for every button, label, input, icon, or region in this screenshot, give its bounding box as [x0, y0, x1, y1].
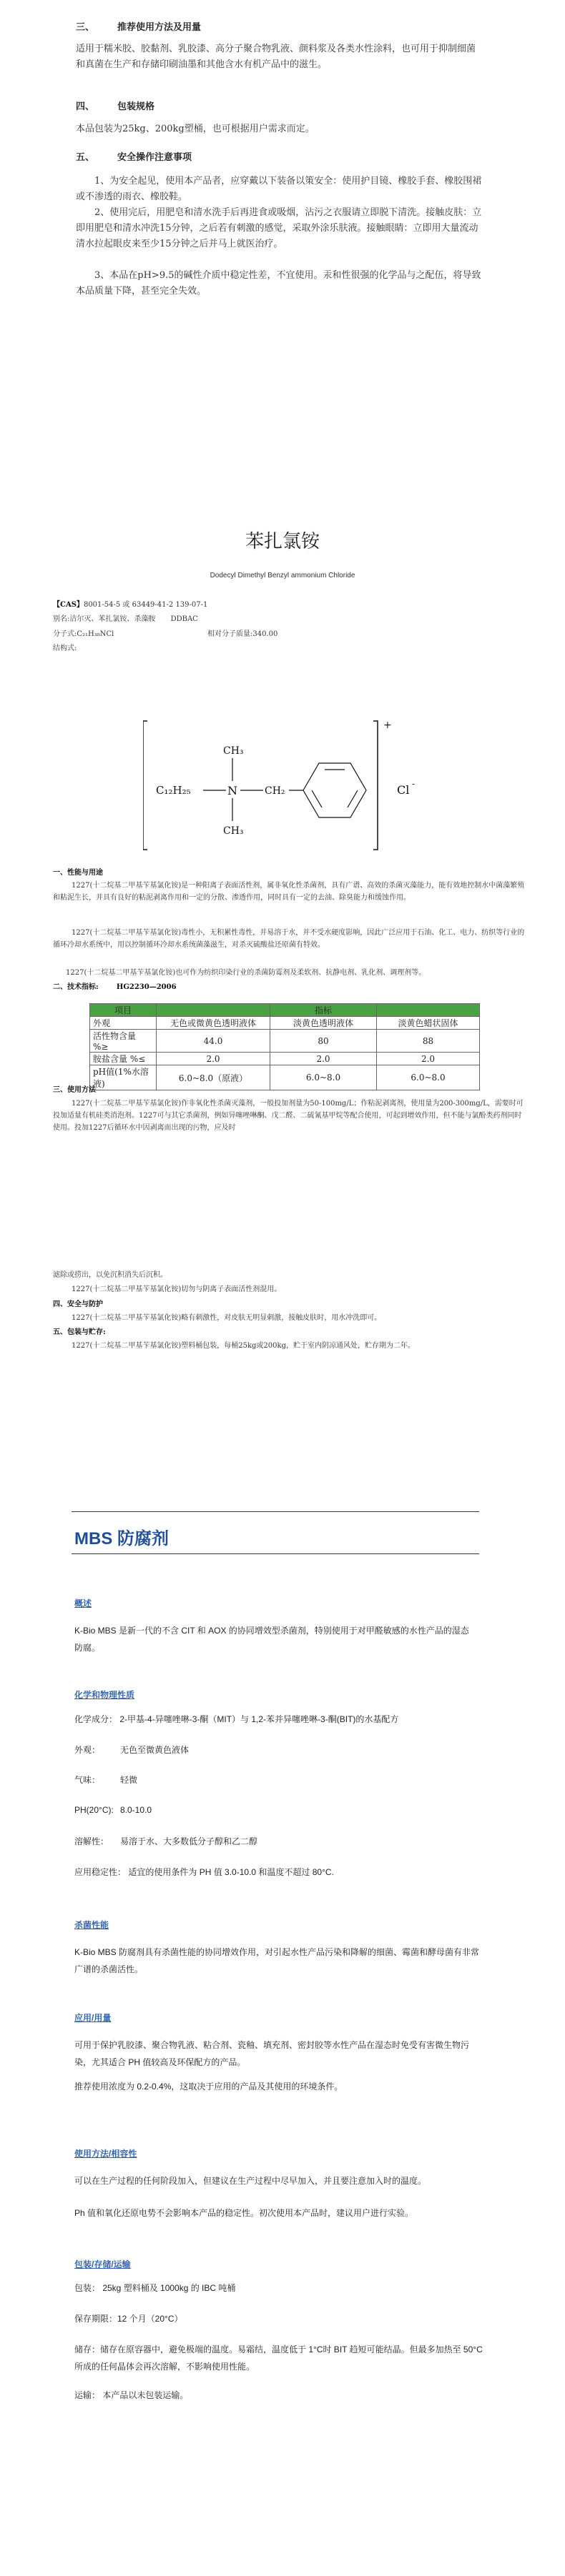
methyl-top: CH₃ [223, 745, 244, 757]
section-3-heading: 三、 推荐使用方法及用量 [76, 22, 202, 33]
alkyl-chain-label: C₁₂H₂₅ [156, 784, 191, 797]
table-cell: 6.0~8.0 [270, 1065, 377, 1090]
table-cell: 外观 [90, 1017, 157, 1030]
s1-paragraph-1: 1227(十二烷基二甲基苄基氯化铵)是一种阳离子表面活性剂，属非氧化性杀菌剂，具有广谱、高效的杀菌灭藻能力，能有效地控制水中菌藻繁殖和粘泥生长，并具有良好的粘泥剥离作用和一定的分散、渗透作用，同时具有一定的去油、除臭能力和缓蚀作用。 [53, 882, 525, 902]
packaging-item: 保存期限：12 个月（20°C） [74, 2314, 183, 2324]
properties-heading: 化学和物理性质 [74, 1690, 135, 1700]
benzene-ring [303, 763, 366, 817]
table-header-row [90, 1004, 480, 1017]
s2-heading: 二、技术指标: HG2230—2006 [53, 983, 177, 991]
table-row [90, 1017, 480, 1030]
table-cell: 80 [270, 1030, 377, 1053]
table-cell: 淡黄色蜡状固体 [377, 1017, 480, 1030]
benzene-double-bond-3 [312, 790, 322, 807]
property-appearance: 外观： 无色至微黄色液体 [74, 1745, 190, 1755]
packaging-item: 包装： 25kg 塑料桶及 1000kg 的 IBC 吨桶 [74, 2283, 236, 2293]
table-cell: 6.0~8.0（原液） [157, 1065, 270, 1090]
s1-heading: 一、性能与用途 [53, 869, 103, 877]
molecular-weight-line: 相对分子质量:340.00 [207, 630, 278, 638]
section-5-item-3: 3、本品在pH>9.5的碱性介质中稳定性差，不宜使用。汞和性很强的化学品与之配伍，将导致本品质量下降，甚至完全失效。 [76, 270, 481, 297]
property-stability: 应用稳定性： 适宜的使用条件为 PH 值 3.0-10.0 和温度不超过 80°C. [74, 1867, 334, 1877]
section-3-text: 适用于糯米胶、胶黏剂、乳胶漆、高分子聚合物乳液、颜料浆及各类水性涂料，也可用于抑制细菌和真菌在生产和存储印刷油墨和其他含水有机产品中的滋生。 [76, 44, 476, 70]
property-composition: 化学成分： 2-甲基-4-异噻唑啉-3-酮（MIT）与 1,2-苯并异噻唑啉-3-酮(BIT)的水基配方 [74, 1714, 399, 1724]
s4-heading: 四、安全与防护 [53, 1301, 103, 1308]
s3-heading: 三、使用方法 [53, 1086, 96, 1094]
table-header-cell [157, 1004, 270, 1017]
s3-paragraph-2: 滤除或捞出，以免沉积消失后沉积。 [53, 1271, 167, 1279]
alias-line: 别名:洁尔灭、苯扎氯铵、杀藻胺 DDBAC [53, 615, 198, 623]
usage-text-1: 可以在生产过程的任何阶段加入，但建议在生产过程中尽早加入，并且要注意加入时的温度。 [74, 2176, 427, 2186]
positive-charge: + [383, 720, 392, 731]
spec-table [89, 1003, 480, 1090]
table-row [90, 1065, 480, 1090]
antimicrobial-text: K-Bio MBS 防腐剂具有杀菌性能的协同增效作用，对引起水性产品污染和降解的细菌、霉菌和酵母菌有非常广谱的杀菌活性。 [74, 1947, 480, 1974]
table-header-cell: 项目 [90, 1004, 157, 1017]
table-row [90, 1053, 480, 1065]
property-ph: PH(20°C): 8.0-10.0 [74, 1805, 152, 1815]
s4-paragraph-1: 1227(十二烷基二甲基苄基氯化铵)略有刺激性，对皮肤无明显刺激，接触皮肤时，用水冲洗即可。 [72, 1314, 382, 1322]
doc3-title: MBS 防腐剂 [74, 1529, 169, 1548]
table-cell: 2.0 [157, 1053, 270, 1065]
table-cell: 88 [377, 1030, 480, 1053]
table-cell: 44.0 [157, 1030, 270, 1053]
structural-formula [143, 718, 429, 854]
table-cell: 6.0~8.0 [377, 1065, 480, 1090]
table-cell: 活性物含量 %≥ [90, 1030, 157, 1053]
left-bracket [143, 721, 147, 850]
formula-line: 分子式:C₂₁H₃₈NCl [53, 630, 114, 638]
s3-paragraph-1: 1227(十二烷基二甲基苄基氯化铵)作非氧化性杀菌灭藻剂，一般投加剂量为50-100mg/L；作粘泥剥离剂，使用量为200-300mg/L，需要时可投加适量有机硅类消泡剂。1227可与其它杀菌剂，例如异噻唑啉酮、戊二醛、二硫氰基甲烷等配合使用，可起到增效作用，但不能与氯酚类药剂同时使用。投加1227后循环水中因剥离而出现的污物，应及时 [53, 1100, 524, 1132]
s3-paragraph-3: 1227(十二烷基二甲基苄基氯化铵)切勿与阴离子表面活性剂混用。 [72, 1285, 282, 1293]
table-cell: 无色或微黄色透明液体 [157, 1017, 270, 1030]
s1-paragraph-3: 1227(十二烷基二甲基苄基氯化铵)也可作为纺织印染行业的杀菌防霉剂及柔软剂、抗静电剂、乳化剂、调理剂等。 [66, 969, 426, 977]
s1-paragraph-2: 1227(十二烷基二甲基苄基氯化铵)毒性小，无积累性毒性，并易溶于水，并不受水硬度影响，因此广泛应用于石油、化工、电力、纺织等行业的循环冷却水系统中，用以控制循环冷却水系统菌藻滋生，对杀灭硫酸盐还原菌有特效。 [53, 929, 525, 949]
right-bracket [373, 721, 378, 850]
title-divider-top [72, 1511, 479, 1512]
table-cell: 淡黄色透明液体 [270, 1017, 377, 1030]
nitrogen-atom: N [227, 784, 237, 797]
section-4-heading: 四、 包装规格 [76, 101, 155, 112]
section-5-heading: 五、 安全操作注意事项 [76, 152, 192, 163]
table-header-cell [377, 1004, 480, 1017]
chloride-ion: Cl [397, 783, 410, 797]
packaging-item: 运输： 本产品以未包装运输。 [74, 2390, 189, 2400]
table-cell: 2.0 [270, 1053, 377, 1065]
application-heading: 应用/用量 [74, 2013, 112, 2023]
methylene-group: CH₂ [265, 785, 285, 797]
overview-heading: 概述 [74, 1598, 92, 1608]
title-divider-bottom [72, 1553, 479, 1554]
section-5-item-2: 2、使用完后，用肥皂和清水洗手后再进食或吸烟，沾污之衣服请立即脱下清洗。接触皮肤：立即用肥皂和清水冲洗15分钟，之后若有刺激的感觉，采取外涂乐肤液。接触眼睛：立即用大量流动清水拉起眼皮来至少15分钟之后并马上就医治疗。 [76, 207, 482, 249]
usage-heading: 使用方法/相容性 [74, 2149, 137, 2159]
methyl-bottom: CH₃ [223, 825, 244, 837]
section-4-text: 本品包装为25kg、200kg塑桶，也可根据用户需求而定。 [76, 124, 315, 134]
application-text-1: 可用于保护乳胶漆、聚合物乳液、粘合剂、瓷釉、填充剂、密封胶等水性产品在湿态时免受有害微生物污染，尤其适合 PH 值较高及环保配方的产品。 [74, 2040, 470, 2067]
table-cell: pH值(1%水溶液) [90, 1065, 157, 1090]
structure-label: 结构式: [53, 645, 77, 652]
section-5-item-1: 1、为安全起见，使用本产品者，应穿戴以下装备以策安全：使用护目镜、橡胶手套、橡胶围裙或不渗透的雨衣、橡胶鞋。 [76, 176, 482, 202]
chloride-charge: - [412, 779, 416, 789]
benzene-double-bond-2 [348, 790, 358, 807]
table-header-cell: 指标 [270, 1004, 377, 1017]
property-solubility: 溶解性： 易溶于水、大多数低分子醇和乙二醇 [74, 1836, 258, 1846]
doc2-subtitle: Dodecyl Dimethyl Benzyl ammonium Chloride [210, 572, 355, 580]
packaging-item: 储存：储存在原容器中，避免极端的温度。易霜结，温度低于 1°C时 BIT 趋短可能结晶。但最多加热至 50°C所成的任何晶体会再次溶解，不影响使用性能。 [74, 2344, 483, 2372]
usage-text-2: Ph 值和氧化还原电势不会影响本产品的稳定性。初次使用本产品时，建议用户进行实验。 [74, 2208, 414, 2218]
antimicrobial-heading: 杀菌性能 [74, 1920, 109, 1930]
overview-text: K-Bio MBS 是新一代的不含 CIT 和 AOX 的协同增效型杀菌剂，特别使用于对甲醛敏感的水性产品的湿态防腐。 [74, 1626, 469, 1653]
packaging-heading: 包装/存储/运输 [74, 2259, 131, 2269]
s5-heading: 五、包装与贮存: [53, 1328, 106, 1336]
property-odor: 气味： 轻微 [74, 1775, 138, 1785]
table-row [90, 1030, 480, 1053]
table-cell: 2.0 [377, 1053, 480, 1065]
s5-paragraph-1: 1227(十二烷基二甲基苄基氯化铵)塑料桶包装，每桶25kg或200kg，贮于室内阴凉通风处，贮存期为二年。 [72, 1342, 415, 1350]
application-text-2: 推荐使用浓度为 0.2-0.4%，这取决于应用的产品及其使用的环境条件。 [74, 2082, 343, 2092]
doc2-title: 苯扎氯铵 [245, 530, 320, 552]
cas-line: 【CAS】8001-54-5 或 63449-41-2 139-07-1 [53, 601, 208, 609]
table-cell: 胺盐含量 %≤ [90, 1053, 157, 1065]
